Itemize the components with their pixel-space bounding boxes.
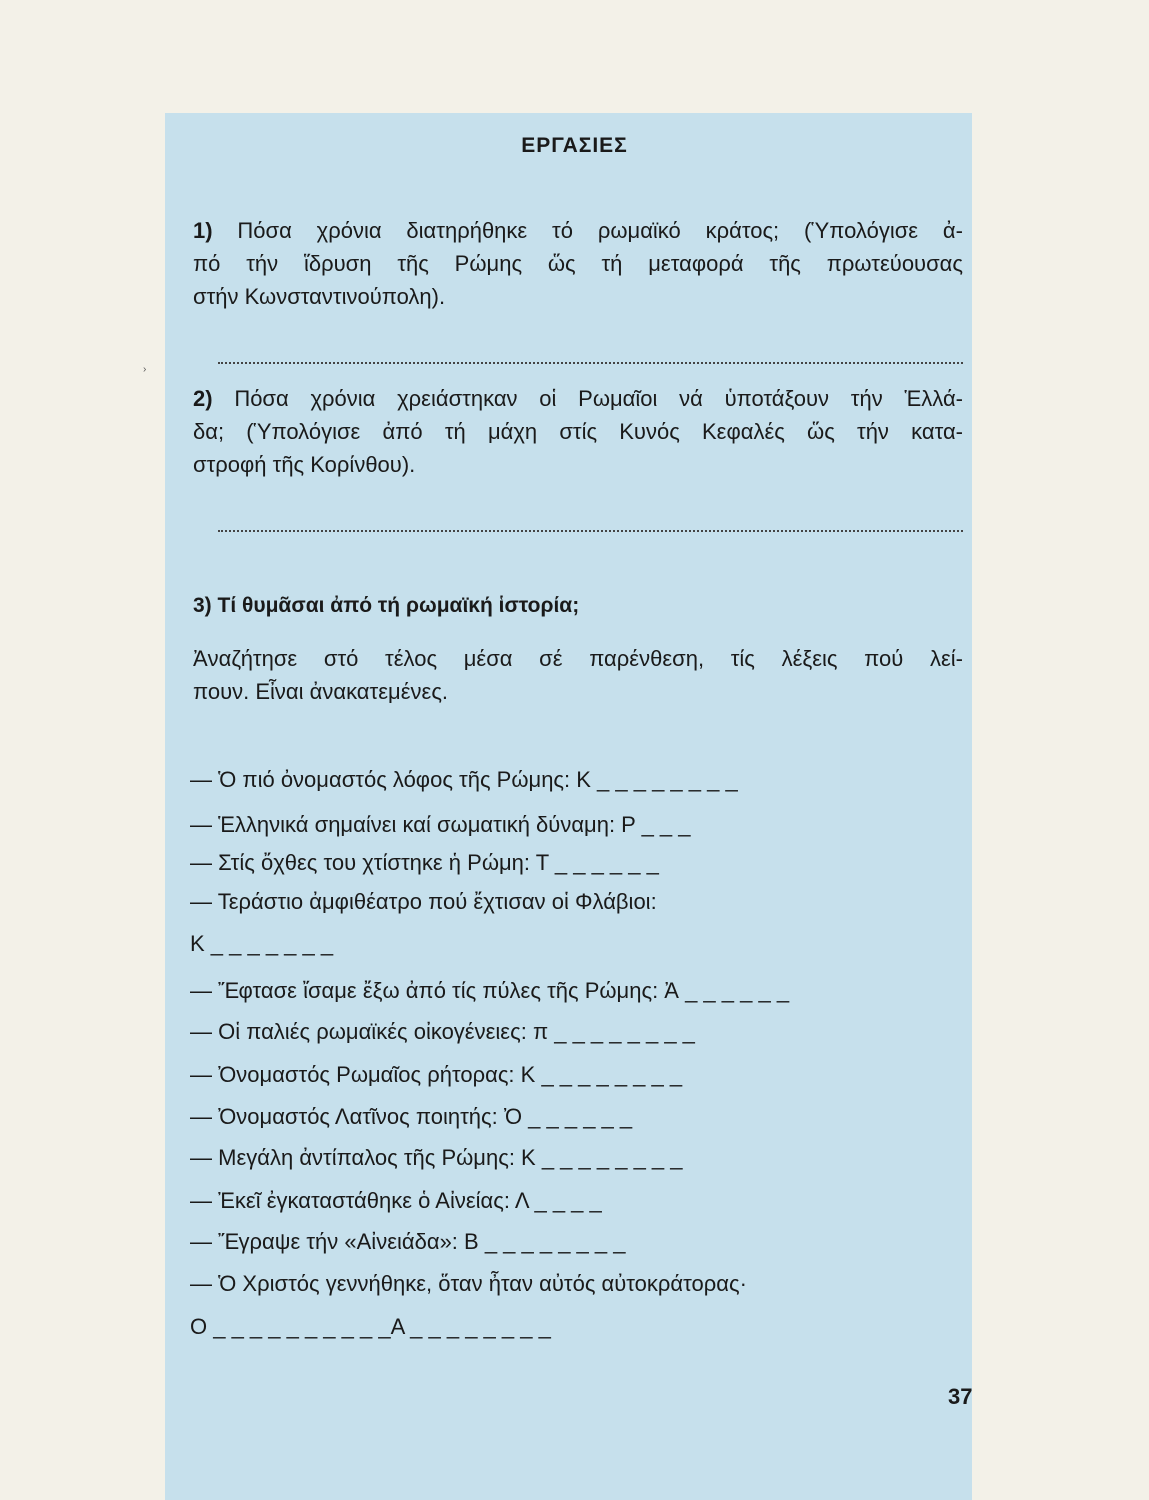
question-2-number: 2) [193, 386, 213, 411]
clue-item: — Ὁ Χριστός γεννήθηκε, ὅταν ἦταν αὐτός αὐτοκράτορας· [190, 1271, 747, 1296]
clue-item: — Ἔγραψε τήν «Αἰνειάδα»: Β _ _ _ _ _ _ _ _ [190, 1229, 626, 1254]
question-2 [193, 382, 963, 481]
clue-item: — Τεράστιο ἀμφιθέατρο πού ἔχτισαν οἱ Φλάβιοι: [190, 889, 657, 914]
question-3-title: 3) Τί θυμᾶσαι ἀπό τή ρωμαϊκή ἱστορία; [193, 594, 580, 617]
question-3-line-2: πουν. Εἶναι ἀνακατεμένες. [193, 679, 449, 704]
clue-item: Ο _ _ _ _ _ _ _ _ _ _Α _ _ _ _ _ _ _ _ [190, 1314, 551, 1339]
question-2-line-2: δα; (Ὑπολόγισε ἀπό τή μάχη στίς Κυνός Κεφαλές ὥς τήν κατα- [193, 419, 963, 444]
clue-item: — Ὁ πιό ὀνομαστός λόφος τῆς Ρώμης: Κ _ _ _ _ _ _ _ _ [190, 767, 738, 792]
question-2-line-3: στροφή τῆς Κορίνθου). [193, 452, 416, 477]
clue-item: — Ἐκεῖ ἐγκαταστάθηκε ὁ Αἰνείας: Λ _ _ _ _ [190, 1188, 602, 1213]
question-3-instructions [193, 642, 963, 708]
answer-line-1[interactable] [218, 360, 963, 364]
question-1-line-2: πό τήν ἵδρυση τῆς Ρώμης ὥς τή μεταφορά τῆς πρωτεύουσας [193, 251, 963, 276]
clue-item: Κ _ _ _ _ _ _ _ [190, 931, 334, 956]
clue-item: — Μεγάλη ἀντίπαλος τῆς Ρώμης: Κ _ _ _ _ _ _ _ _ [190, 1145, 683, 1170]
question-2-line-1: Πόσα χρόνια χρειάστηκαν οἱ Ρωμαῖοι νά ὑποτάξουν τήν Ἑλλά- [234, 386, 963, 411]
question-1-line-3: στήν Κωνσταντινούπολη). [193, 284, 446, 309]
question-3-line-1: Ἀναζήτησε στό τέλος μέσα σέ παρένθεση, τίς λέξεις πού λεί- [193, 646, 963, 671]
clue-item: — Ἔφτασε ἴσαμε ἔξω ἀπό τίς πύλες τῆς Ρώμης: Ἀ _ _ _ _ _ _ [190, 978, 790, 1003]
question-1 [193, 214, 963, 313]
section-heading: ΕΡΓΑΣΙΕΣ [521, 134, 628, 157]
clue-item: — Ἑλληνικά σημαίνει καί σωματική δύναμη: Ρ _ _ _ [190, 812, 691, 837]
answer-line-2[interactable] [218, 528, 963, 532]
page-number: 37 [948, 1384, 973, 1409]
margin-mark: › [143, 364, 147, 375]
clue-item: — Οἱ παλιές ρωμαϊκές οἰκογένειες: π _ _ _ _ _ _ _ _ [190, 1019, 695, 1044]
clue-item: — Στίς ὄχθες του χτίστηκε ἡ Ρώμη: Τ _ _ _ _ _ _ [190, 850, 659, 875]
clue-item: — Ὀνομαστός Λατῖνος ποιητής: Ὀ _ _ _ _ _ _ [190, 1104, 633, 1129]
clue-item: — Ὀνομαστός Ρωμαῖος ρήτορας: Κ _ _ _ _ _ _ _ _ [190, 1062, 683, 1087]
question-1-number: 1) [193, 218, 213, 243]
question-1-line-1: Πόσα χρόνια διατηρήθηκε τό ρωμαϊκό κράτος; (Ὑπολόγισε ἀ- [237, 218, 963, 243]
